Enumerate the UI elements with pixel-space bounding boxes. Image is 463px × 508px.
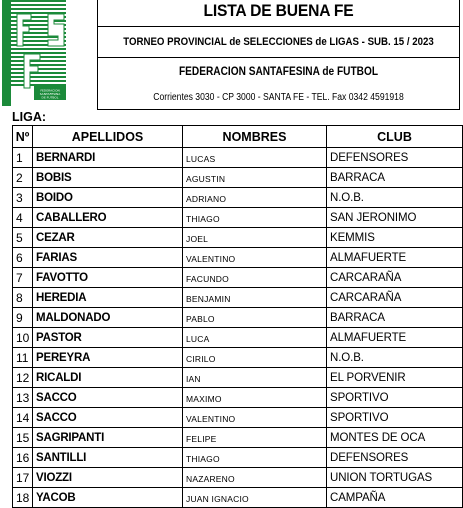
player-surname: FAVOTTO	[33, 268, 183, 288]
row-number: 2	[13, 168, 33, 188]
player-name: FACUNDO	[183, 268, 327, 288]
table-row	[13, 208, 463, 228]
player-name: AGUSTIN	[183, 168, 327, 188]
player-club: ALMAFUERTE	[327, 248, 463, 268]
row-number: 16	[13, 448, 33, 468]
row-number: 5	[13, 228, 33, 248]
player-club: ALMAFUERTE	[327, 328, 463, 348]
row-number: 7	[13, 268, 33, 288]
player-surname: SACCO	[33, 388, 183, 408]
player-name: NAZARENO	[183, 468, 327, 488]
col-header-num: Nº	[13, 126, 33, 148]
player-club: SPORTIVO	[327, 408, 463, 428]
table-row	[13, 168, 463, 188]
player-surname: MALDONADO	[33, 308, 183, 328]
row-number: 1	[13, 148, 33, 168]
row-number: 18	[13, 488, 33, 508]
row-number: 10	[13, 328, 33, 348]
roster-table	[12, 125, 463, 508]
player-club: SPORTIVO	[327, 388, 463, 408]
table-row	[13, 328, 463, 348]
player-name: LUCA	[183, 328, 327, 348]
title-box	[97, 0, 460, 27]
liga-label: LIGA:	[12, 110, 47, 124]
row-number: 9	[13, 308, 33, 328]
player-name: THIAGO	[183, 448, 327, 468]
table-row	[13, 248, 463, 268]
table-row	[13, 148, 463, 168]
player-club: MONTES DE OCA	[327, 428, 463, 448]
player-name: VALENTINO	[183, 248, 327, 268]
page-title: LISTA DE BUENA FE	[203, 1, 354, 20]
player-surname: SAGRIPANTI	[33, 428, 183, 448]
player-surname: RICALDI	[33, 368, 183, 388]
col-header-apellidos: APELLIDOS	[33, 126, 183, 148]
player-club: N.O.B.	[327, 348, 463, 368]
table-row	[13, 348, 463, 368]
player-club: BARRACA	[327, 308, 463, 328]
player-club: N.O.B.	[327, 188, 463, 208]
player-club: SAN JERONIMO	[327, 208, 463, 228]
player-name: MAXIMO	[183, 388, 327, 408]
player-name: VALENTINO	[183, 408, 327, 428]
player-surname: CABALLERO	[33, 208, 183, 228]
row-number: 3	[13, 188, 33, 208]
player-surname: BOBIS	[33, 168, 183, 188]
table-row	[13, 268, 463, 288]
table-row	[13, 388, 463, 408]
table-header-row	[13, 126, 463, 148]
player-club: KEMMIS	[327, 228, 463, 248]
row-number: 15	[13, 428, 33, 448]
table-row	[13, 488, 463, 508]
player-name: IAN	[183, 368, 327, 388]
row-number: 14	[13, 408, 33, 428]
svg-text:DE FUTBOL: DE FUTBOL	[41, 95, 59, 100]
player-name: ADRIANO	[183, 188, 327, 208]
svg-text:FEDERACION: FEDERACION	[40, 88, 60, 93]
player-club: BARRACA	[327, 168, 463, 188]
table-row	[13, 308, 463, 328]
row-number: 8	[13, 288, 33, 308]
svg-text:SANTAFESINA: SANTAFESINA	[39, 92, 61, 96]
player-surname: SACCO	[33, 408, 183, 428]
player-name: JOEL	[183, 228, 327, 248]
row-number: 11	[13, 348, 33, 368]
player-surname: BOIDO	[33, 188, 183, 208]
row-number: 17	[13, 468, 33, 488]
player-surname: HEREDIA	[33, 288, 183, 308]
fsf-logo	[0, 0, 68, 108]
player-surname: CEZAR	[33, 228, 183, 248]
table-row	[13, 448, 463, 468]
row-number: 13	[13, 388, 33, 408]
player-surname: SANTILLI	[33, 448, 183, 468]
player-club: DEFENSORES	[327, 148, 463, 168]
player-surname: FARIAS	[33, 248, 183, 268]
player-surname: PEREYRA	[33, 348, 183, 368]
subtitle-box	[97, 27, 460, 58]
player-name: BENJAMIN	[183, 288, 327, 308]
player-club: CARCARAÑA	[327, 268, 463, 288]
federation-address: Corrientes 3030 - CP 3000 - SANTA FE - TEL. Fax 0342 4591918	[153, 92, 404, 103]
player-name: PABLO	[183, 308, 327, 328]
col-header-club: CLUB	[327, 126, 463, 148]
table-row	[13, 408, 463, 428]
table-row	[13, 288, 463, 308]
row-number: 6	[13, 248, 33, 268]
table-row	[13, 188, 463, 208]
player-club: CARCARAÑA	[327, 288, 463, 308]
player-name: FELIPE	[183, 428, 327, 448]
row-number: 4	[13, 208, 33, 228]
player-club: CAMPAÑA	[327, 488, 463, 508]
player-surname: VIOZZI	[33, 468, 183, 488]
table-row	[13, 428, 463, 448]
table-row	[13, 468, 463, 488]
player-club: EL PORVENIR	[327, 368, 463, 388]
player-name: JUAN IGNACIO	[183, 488, 327, 508]
player-surname: YACOB	[33, 488, 183, 508]
player-name: LUCAS	[183, 148, 327, 168]
player-name: THIAGO	[183, 208, 327, 228]
player-surname: PASTOR	[33, 328, 183, 348]
player-club: DEFENSORES	[327, 448, 463, 468]
table-row	[13, 228, 463, 248]
tournament-subtitle: TORNEO PROVINCIAL de SELECCIONES de LIGAS - SUB. 15 / 2023	[123, 36, 434, 48]
player-name: CIRILO	[183, 348, 327, 368]
row-number: 12	[13, 368, 33, 388]
federation-name: FEDERACION SANTAFESINA de FUTBOL	[178, 66, 379, 78]
player-surname: BERNARDI	[33, 148, 183, 168]
col-header-nombres: NOMBRES	[183, 126, 327, 148]
player-club: UNION TORTUGAS	[327, 468, 463, 488]
table-row	[13, 368, 463, 388]
federation-box	[97, 58, 460, 110]
